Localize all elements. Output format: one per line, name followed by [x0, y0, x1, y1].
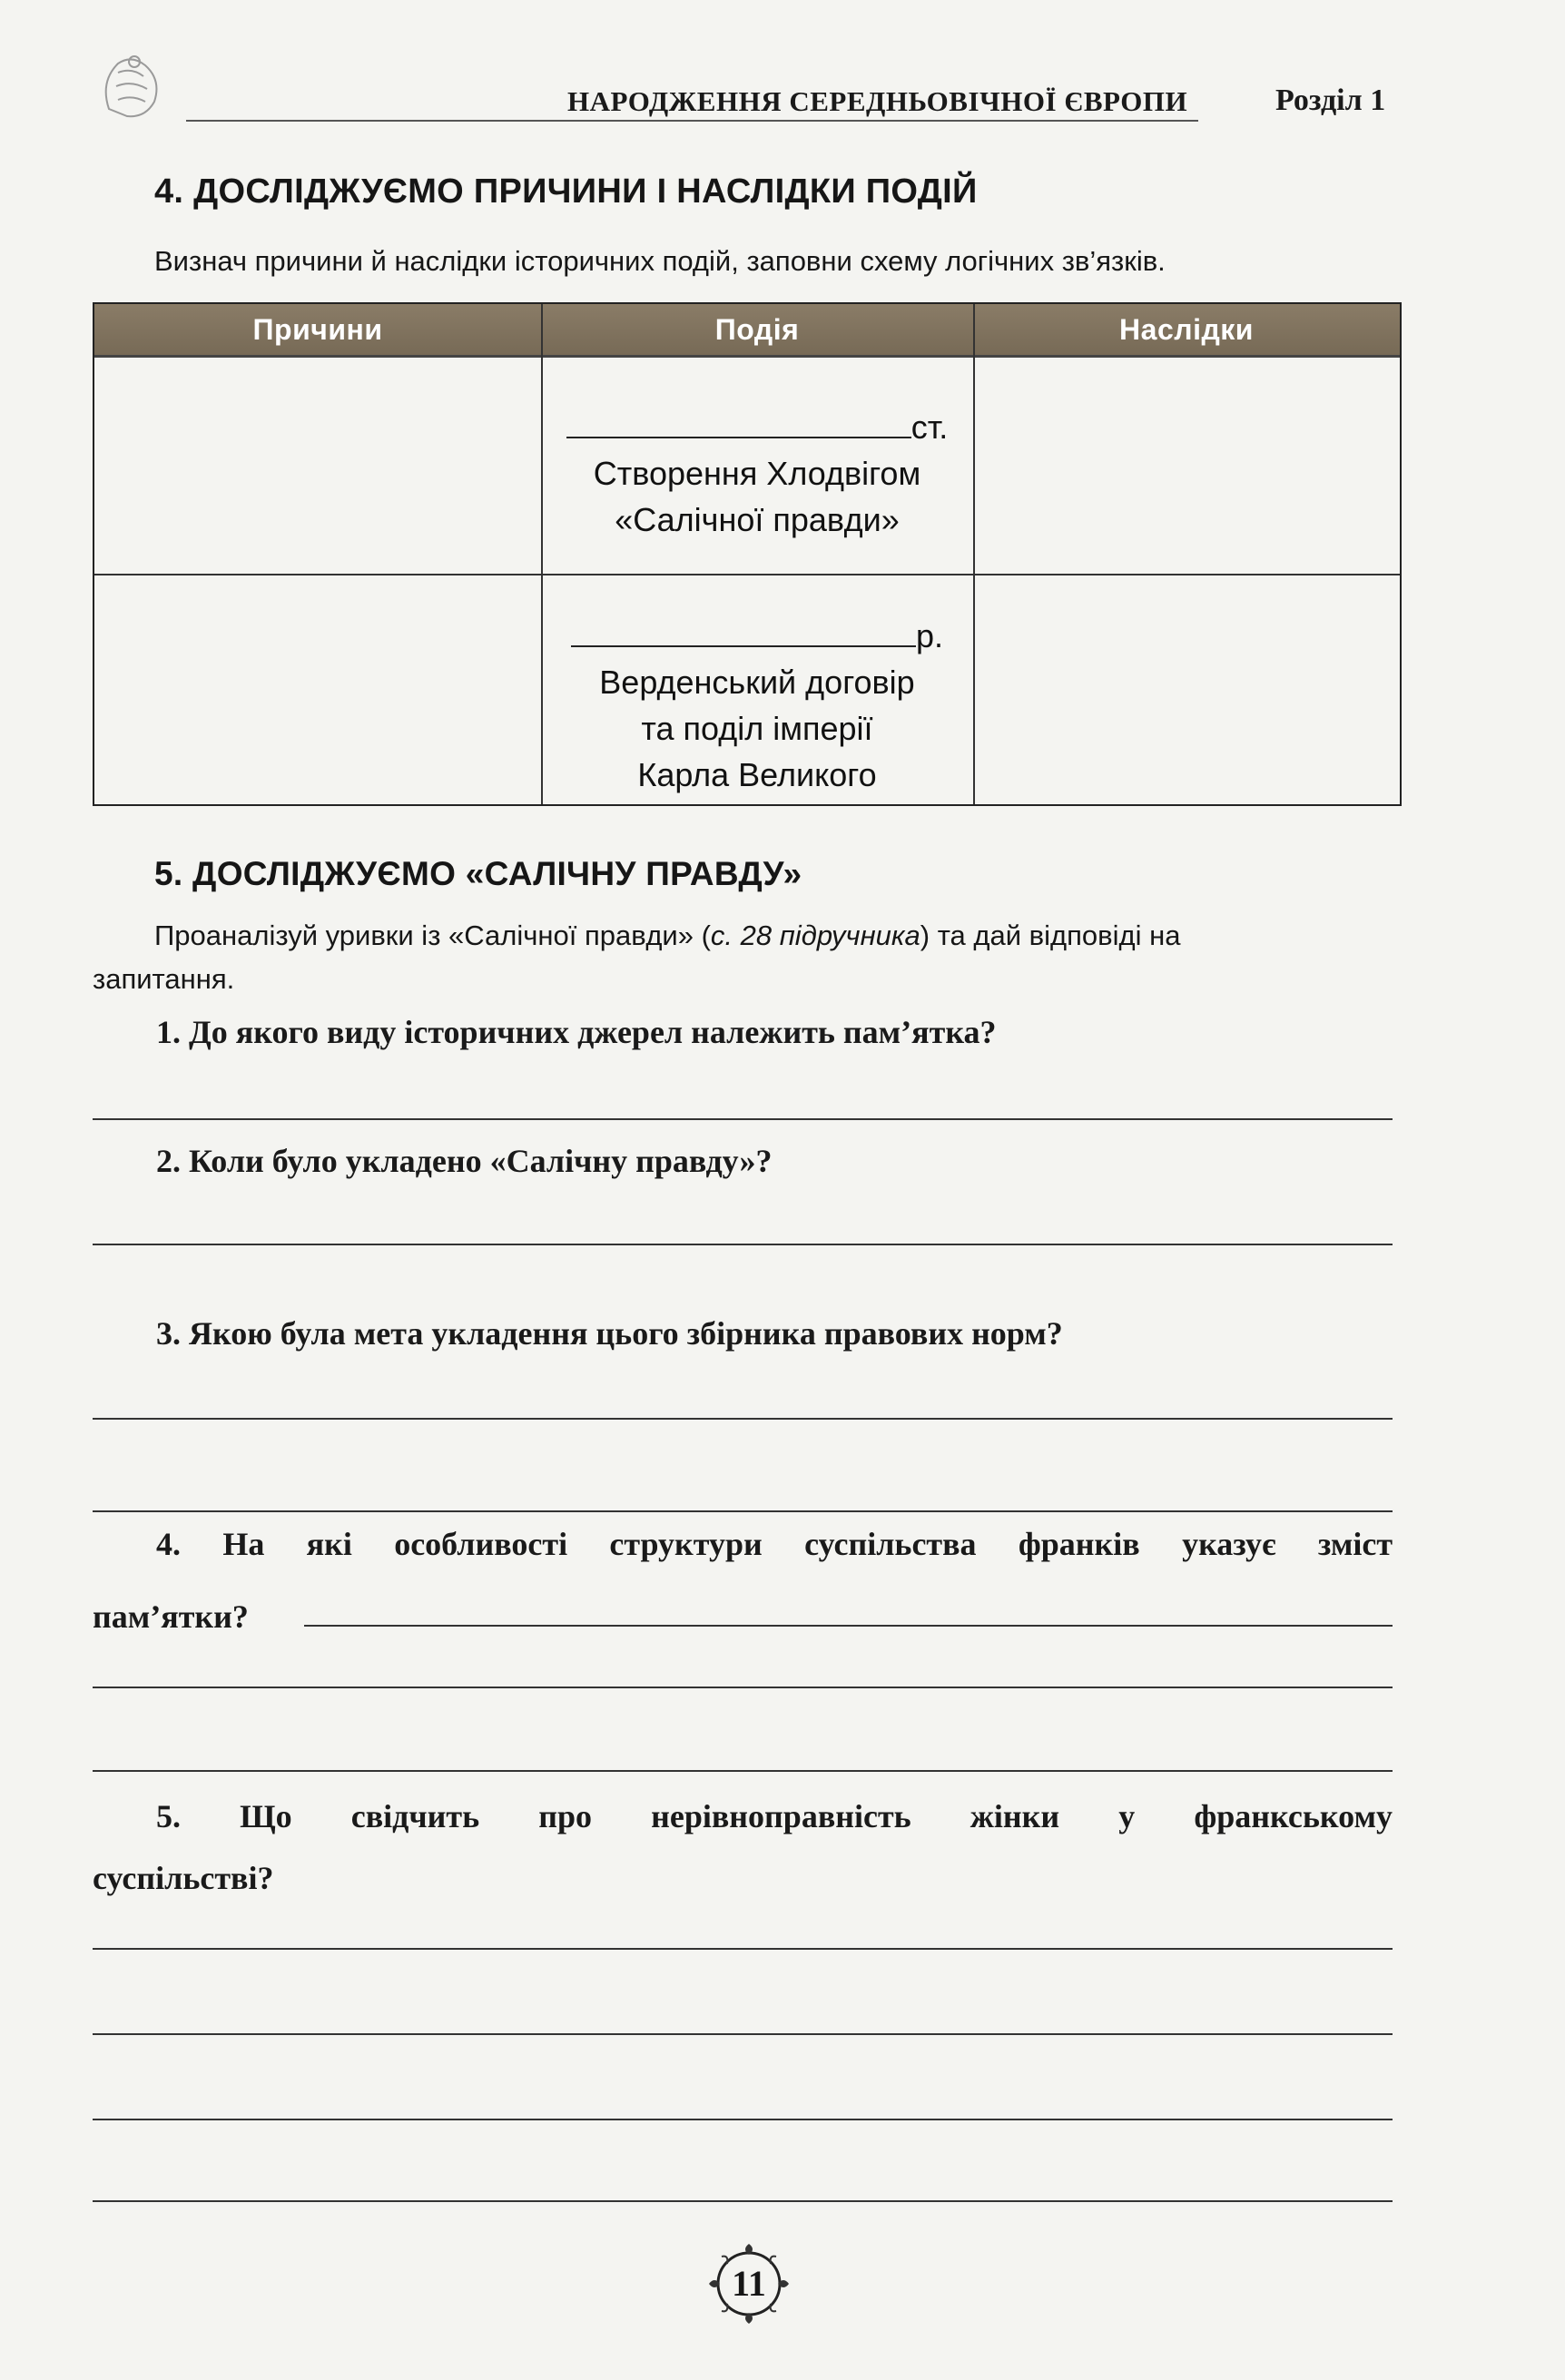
table-header [94, 304, 1400, 358]
section-4-instruction: Визнач причини й наслідки історичних подій, заповни схему логічних зв’язків. [154, 245, 1166, 277]
event-line: «Салічної правди» [615, 501, 900, 538]
section-5-title: 5. ДОСЛІДЖУЄМО «САЛІЧНУ ПРАВДУ» [154, 855, 802, 892]
header-event: Подія [714, 313, 800, 346]
section-5-instruction [154, 915, 1407, 956]
answer-line[interactable] [93, 1418, 1393, 1420]
answer-line[interactable] [93, 1770, 1393, 1772]
answer-line[interactable] [93, 1118, 1393, 1120]
date-blank-row [543, 613, 971, 659]
causes-cell-1[interactable] [96, 359, 539, 572]
event-line: Карла Великого [637, 756, 877, 793]
answer-line[interactable] [304, 1625, 1393, 1627]
instruction-text: Проаналізуй уривки із «Салічної правди» ( [154, 920, 711, 951]
date-blank-1[interactable] [566, 437, 911, 438]
header-rule [186, 120, 1198, 122]
answer-line[interactable] [93, 2200, 1393, 2202]
question-2: 2. Коли було укладено «Салічну правду»? [156, 1143, 773, 1179]
question-4: 4. На які особливості структури суспільства франків указує зміст [156, 1526, 1393, 1562]
answer-line[interactable] [93, 1948, 1393, 1950]
answer-line[interactable] [93, 1687, 1393, 1688]
instruction-text: ) та дай відповіді на [920, 920, 1181, 951]
date-blank-2[interactable] [571, 645, 916, 647]
page-number-badge [702, 2237, 796, 2331]
section-5-instruction-line2: запитання. [93, 963, 235, 995]
event-line: Верденський договір [599, 664, 915, 701]
row-divider [94, 574, 1400, 575]
causes-cell-2[interactable] [96, 576, 539, 803]
event-cell-2 [543, 613, 971, 798]
event-cell-1 [543, 404, 971, 543]
question-4-continued: пам’ятки? [93, 1598, 249, 1635]
header-consequences: Наслідки [1119, 313, 1254, 346]
consequences-cell-1[interactable] [975, 359, 1400, 572]
question-5-continued: суспільстві? [93, 1860, 274, 1896]
textbook-reference: с. 28 підручника [710, 920, 920, 951]
section-label: Розділ 1 [1275, 84, 1386, 117]
answer-line[interactable] [93, 1510, 1393, 1512]
answer-line[interactable] [93, 2033, 1393, 2035]
section-4-title: 4. ДОСЛІДЖУЄМО ПРИЧИНИ І НАСЛІДКИ ПОДІЙ [154, 172, 978, 211]
decorative-logo-icon [91, 45, 172, 127]
running-title: НАРОДЖЕННЯ СЕРЕДНЬОВІЧНОЇ ЄВРОПИ [567, 85, 1188, 117]
answer-line[interactable] [93, 1244, 1393, 1245]
page-number: 11 [732, 2263, 766, 2304]
date-blank-row [543, 404, 971, 450]
answer-line[interactable] [93, 2119, 1393, 2120]
question-5: 5. Що свідчить про нерівноправність жінки у франкському [156, 1798, 1393, 1834]
date-suffix-2: р. [915, 617, 944, 654]
question-1: 1. До якого виду історичних джерел належить пам’ятка? [156, 1014, 997, 1050]
header-causes: Причини [252, 313, 383, 346]
event-line: Створення Хлодвігом [593, 455, 921, 492]
event-line: та поділ імперії [641, 710, 873, 747]
consequences-cell-2[interactable] [975, 576, 1400, 803]
date-suffix-1: ст. [910, 408, 949, 446]
question-3: 3. Якою була мета укладення цього збірника правових норм? [156, 1315, 1063, 1352]
cause-effect-table [93, 302, 1402, 806]
